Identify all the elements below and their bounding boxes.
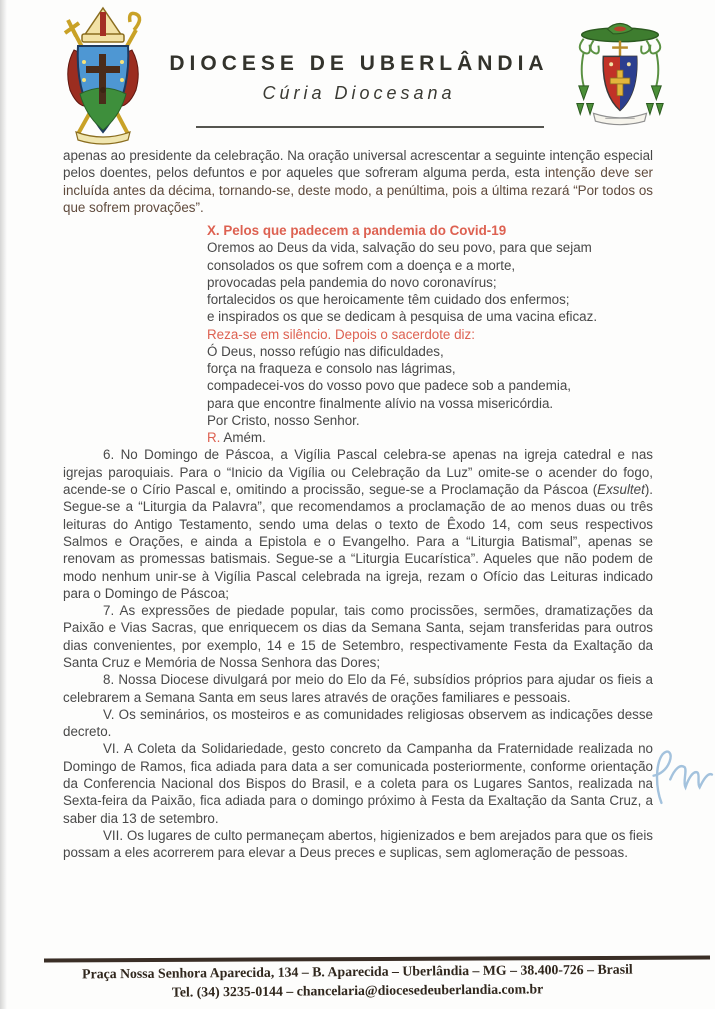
handwritten-initials-icon bbox=[644, 742, 715, 812]
footer-contact: Tel. (34) 3235-0144 – chancelaria@diocesedeuberlandia.com.br bbox=[171, 980, 544, 1000]
prayer-heading: X. Pelos que padecem a pandemia do Covid-19 bbox=[207, 223, 507, 239]
department-subtitle: Cúria Diocesana bbox=[262, 83, 456, 103]
organization-title: DIOCESE DE UBERLÂNDIA bbox=[169, 52, 549, 75]
prayer-line: provocadas pela pandemia do novo coronavírus; bbox=[207, 274, 497, 290]
prayer-line: Por Cristo, nosso Senhor. bbox=[207, 412, 360, 428]
item-6-latin-term: Exsultet bbox=[597, 482, 645, 498]
decree-item-7: 7. As expressões de piedade popular, tais como procissões, sermões, dramatizações da Paixão e Vias Sacras, que enriquecem os dias da Semana Santa, sejam transferidas para outros dias convenientes, por exemplo, 14 e 15 de Setembro, respectivamente Festa da Exaltação da Santa Cruz e Memória de Nossa Senhora das Dores; bbox=[63, 603, 653, 670]
response-text: Amém. bbox=[220, 430, 266, 446]
prayer-line: Ó Deus, nosso refúgio nas dificuldades, bbox=[207, 343, 444, 359]
prayer-line: força na fraqueza e consolo nas lágrimas, bbox=[207, 361, 456, 377]
prayer-line: para que encontre finalmente alívio na vossa misericórdia. bbox=[207, 395, 554, 411]
prayer-response bbox=[207, 429, 653, 446]
document-body bbox=[63, 147, 653, 862]
continuation-text-sepia: intenção deve ser incluída antes da décima, tornando-se, deste modo, a penúltima, pois a última rezará “Por todos os que sofrem provações”. bbox=[63, 165, 653, 215]
continuation-paragraph bbox=[63, 147, 653, 216]
item-6-text-cont: ). Segue-se a “Liturgia da Palavra”, que recomendamos a proclamação de ao menos duas ou três leituras do Antigo Testamento, sendo uma delas o texto de Êxodo 14, com seus respectivos Salmos e Orações, e ainda a Epistola e o Evangelho. Para a “Liturgia Batismal”, apenas se renovam as promessas batismais. Segue-se a “Liturgia Eucarística”. Aqueles que não podem de modo nenhum unir-se à Vigília Pascal celebrada na igreja, rezam o Ofício das Leituras indicado para o Domingo de Páscoa; bbox=[63, 482, 653, 601]
letterhead-title-block bbox=[163, 52, 555, 104]
prayer-line: Oremos ao Deus da vida, salvação do seu povo, para que sejam bbox=[207, 240, 592, 256]
decree-item-vii: VII. Os lugares de culto permaneçam abertos, higienizados e bem arejados para que os fieis possam a eles acorrerem para elevar a Deus preces e suplicas, sem aglomeração de pessoas. bbox=[63, 827, 653, 861]
decree-item-vi: VI. A Coleta da Solidariedade, gesto concreto da Campanha da Fraternidade realizada no Domingo de Ramos, fica adiada para data a ser comunicada posteriormente, conforme orientação da Conferencia Nacional dos Bispos do Brasil, e a coleta para os Lugares Santos, realizada na Sexta-feira da Paixão, fica adiada para o domingo próximo à Festa da Exaltação da Santa Cruz, a saber dia 13 de setembro. bbox=[63, 741, 653, 826]
prayer-line: e inspirados os que se dedicam à pesquisa de uma vacina eficaz. bbox=[207, 309, 598, 325]
continuation-text-gray: apenas ao presidente da celebração. Na oração universal acrescentar a seguinte intenção especial pelos doentes, pelos defuntos e por aqueles que sofreram alguma perda, esta bbox=[63, 148, 653, 181]
prayer-line: fortalecidos os que heroicamente têm cuidado dos enfermos; bbox=[207, 292, 570, 308]
prayer-line: consolados os que sofrem com a doença e a morte, bbox=[207, 257, 516, 273]
footer-address: Praça Nossa Senhora Aparecida, 134 – B. Aparecida – Uberlândia – MG – 38.400-726 – Brasil bbox=[82, 961, 633, 982]
item-6-text: 6. No Domingo de Páscoa, a Vigília Pascal celebra-se apenas na igreja catedral e nas igrejas paroquiais. Para o “Inicio da Vigília ou Celebração da Luz” omite-se o acender do fogo, acende-se o Círio Pascal e, omitindo a procissão, segue-se a Proclamação da Páscoa ( bbox=[63, 447, 653, 498]
bishop-coat-of-arms-icon bbox=[566, 14, 674, 144]
diocese-coat-of-arms-icon bbox=[48, 6, 158, 146]
decree-item-v: V. Os seminários, os mosteiros e as comunidades religiosas observem as indicações desse decreto. bbox=[63, 706, 653, 740]
decree-item-6 bbox=[63, 446, 653, 602]
footer bbox=[0, 960, 715, 1003]
scan-edge-shadow bbox=[0, 0, 7, 1009]
prayer-section bbox=[207, 222, 653, 446]
decree-item-8: 8. Nossa Diocese divulgará por meio do Elo da Fé, subsídios próprios para ajudar os fieis a celebrarem a Semana Santa em seus lares através de orações familiares e pessoais. bbox=[63, 672, 653, 705]
prayer-rubric: Reza-se em silêncio. Depois o sacerdote diz: bbox=[207, 326, 475, 342]
response-marker: R. bbox=[207, 430, 221, 446]
header-divider bbox=[196, 126, 544, 128]
prayer-line: compadecei-vos do vosso povo que padece sob a pandemia, bbox=[207, 378, 572, 394]
